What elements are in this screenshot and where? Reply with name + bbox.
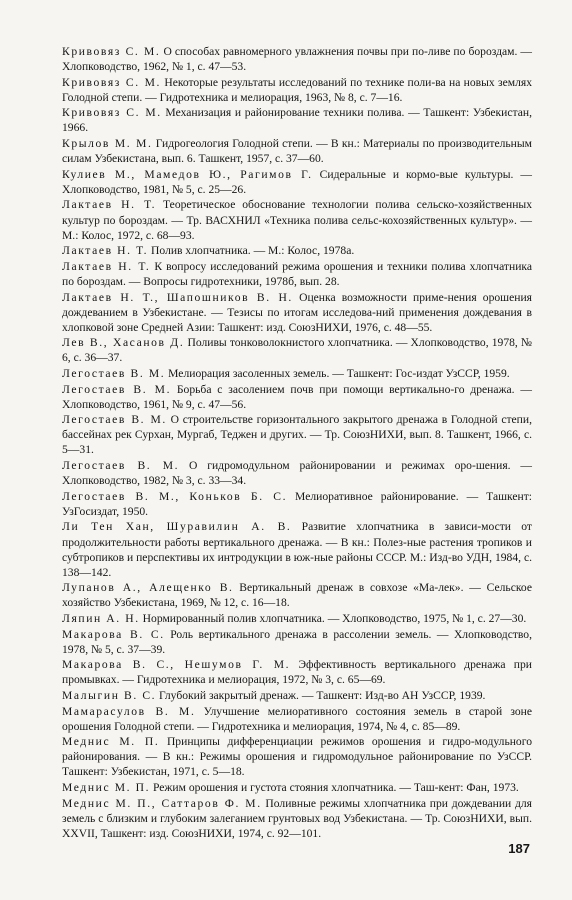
entry-text: Сидеральные и кормо-вые культуры. — Хлопководство, 1981, № 5, с. 25—26. [62, 167, 533, 196]
bibliography-entry [62, 136, 532, 166]
bibliography-entry [62, 412, 532, 457]
bibliography-entry [62, 627, 532, 657]
entry-author: Лактаев Н. Т. [62, 198, 157, 212]
entry-author: Лев В., Хасанов Д. [62, 336, 185, 350]
entry-text: О способах равномерного увлажнения почвы при по-ливе по бороздам. — Хлопководство, 1962, № 1, с. 47—53. [62, 45, 532, 74]
bibliography-entry [62, 688, 532, 703]
bibliography-entry [62, 259, 532, 289]
entry-author: Кривовяз С. М. [62, 75, 162, 89]
entry-author: Ли Тен Хан, Шуравилин А. В. [62, 520, 292, 534]
entry-author: Легостаев В. М., Коньков Б. С. [62, 489, 288, 503]
entry-author: Мамарасулов В. М. [62, 704, 196, 718]
entry-author: Кривовяз С. М. [62, 45, 161, 58]
entry-author: Меднис М. П. [62, 781, 151, 794]
entry-author: Легостаев В. М. [62, 382, 172, 396]
bibliography-entry [62, 44, 532, 74]
entry-text: Борьба с засолением почв при помощи вертикально-го дренажа. — Хлопководство, 1961, № 9, с. 47—56. [62, 382, 532, 411]
entry-author: Меднис М. П., Саттаров Ф. М. [62, 796, 262, 810]
bibliography-entry [62, 796, 532, 841]
entry-author: Ляпин А. Н. [62, 611, 140, 625]
entry-text: Поливы тонковолокнистого хлопчатника. — Хлопководство, 1978, № 6, с. 36—37. [62, 336, 532, 365]
bibliography-entry [62, 611, 532, 626]
entry-text: Глубокий закрытый дренаж. — Ташкент: Изд-во АН УзССР, 1939. [156, 688, 486, 702]
entry-text: К вопросу исследований режима орошения и техники полива хлопчатника по бороздам. — Вопросы гидротехники, 1978б, вып. 28. [62, 259, 533, 288]
entry-text: О строительстве горизонтального закрытого дренажа в Голодной степи, бассейнах рек Сурхан, Мургаб, Теджен и других. — Тр. СоюзНИХИ, вып. 8. Ташкент, 1966, с. 5—31. [62, 413, 532, 457]
bibliography-entry [62, 167, 532, 197]
entry-author: Легостаев В. М. [62, 366, 166, 380]
entry-author: Лупанов А., Алещенко В. [62, 581, 234, 595]
entry-text: Мелиоративное районирование. — Ташкент: УзГосиздат, 1950. [62, 489, 533, 518]
entry-author: Легостаев В. М. [62, 413, 167, 427]
bibliography-entry [62, 780, 532, 795]
page-number: 187 [508, 841, 530, 856]
entry-text: Полив хлопчатника. — М.: Колос, 1978а. [148, 244, 355, 258]
entry-text: Эффективность вертикального дренажа при промывках. — Гидротехника и мелиорация, 1972, № 3, с. 65—69. [62, 658, 532, 687]
bibliography-entry [62, 382, 532, 412]
entry-author: Макарова В. С., Нешумов Г. М. [62, 658, 291, 672]
bibliography-entry [62, 519, 532, 579]
entry-author: Лактаев Н. Т. [62, 244, 149, 258]
entry-author: Малыгин В. С. [62, 688, 157, 702]
entry-text: Мелиорация засоленных земель. — Ташкент: Гос-издат УзССР, 1959. [165, 366, 510, 380]
bibliography-entry [62, 105, 532, 135]
entry-text: Нормированный полив хлопчатника. — Хлопководство, 1975, № 1, с. 27—30. [139, 611, 527, 625]
bibliography-entry [62, 734, 532, 779]
entry-text: Режим орошения и густота стояния хлопчатника. — Таш-кент: Фан, 1973. [150, 781, 519, 794]
entry-text: Механизация и районирование техники полива. — Ташкент: Узбекистан, 1966. [62, 106, 532, 135]
entry-text: Вертикальный дренаж в совхозе «Ма-лек». — Сельское хозяйство Узбекистана, 1969, № 12, с. 16—18. [62, 581, 532, 610]
entry-text: Роль вертикального дренажа в рассолении земель. — Хлопководство, 1978, № 5, с. 37—39. [62, 627, 532, 656]
bibliography-entry [62, 704, 532, 734]
entry-author: Крылов М. М. [62, 137, 153, 151]
entry-author: Лактаев Н. Т. [62, 259, 151, 273]
entry-text: О гидромодульном районировании и режимах оро-шения. — Хлопководство, 1982, № 3, с. 33—34. [62, 459, 532, 488]
entry-author: Лактаев Н. Т., Шапошников В. Н. [62, 290, 293, 304]
entry-author: Кулиев М., Мамедов Ю., Рагимов Г. [62, 167, 313, 181]
bibliography-list [62, 44, 532, 841]
entry-author: Меднис М. П. [62, 735, 160, 749]
bibliography-entry [62, 75, 532, 105]
entry-text: Оценка возможности приме-нения орошения дождеванием в Узбекистане. — Тезисы по итогам исследова-ний применения дождевания в хлопковой зоне Средней Азии: Ташкент: изд. СоюзНИХИ, 1976, с. 48—55. [62, 290, 532, 334]
bibliography-entry [62, 243, 532, 258]
bibliography-entry [62, 290, 532, 335]
bibliography-entry [62, 580, 532, 610]
entry-author: Кривовяз С. М. [62, 106, 162, 120]
entry-text: Теоретическое обоснование технологии полива сельско-хозяйственных культур по бороздам. — Тр. ВАСХНИЛ «Техника полива сельс-кохозяйственных культур». — М.: Колос, 1972, с. 68—93. [62, 198, 533, 242]
bibliography-entry [62, 197, 532, 242]
bibliography-entry [62, 657, 532, 687]
entry-text: Поливные режимы хлопчатника при дождевании для земель с близким и глубоким залеганием грунтовых вод Узбекистана. — Тр. СоюзНИХИ, вып. XXVII, Ташкент: изд. СоюзНИХИ, 1974, с. 92—101. [62, 796, 532, 840]
bibliography-entry [62, 458, 532, 488]
entry-text: Принципы дифференциации режимов орошения и гидро-модульного районирования. — В кн.: Режимы орошения и гидромодульное районирование по УзССР. Ташкент: Узбекистан, 1971, с. 5—18. [62, 735, 532, 779]
bibliography-entry [62, 335, 532, 365]
entry-author: Макарова В. С. [62, 627, 165, 641]
bibliography-entry [62, 366, 532, 381]
entry-text: Развитие хлопчатника в зависи-мости от продолжительности работы вертикального дренажа. — В кн.: Полез-ные растения тропиков и субтропиков и перспективы их интродукции в юж-ные районы СССР. М.: Изд-во УДН, 1984, с. 138—142. [62, 520, 532, 579]
entry-text: Гидрогеология Голодной степи. — В кн.: Материалы по производительным силам Узбекистана, вып. 6. Ташкент, 1957, с. 37—60. [62, 137, 532, 166]
entry-text: Улучшение мелиоративного состояния земель в старой зоне орошения Голодной степи. — Гидротехника и мелиорация, 1974, № 4, с. 85—89. [62, 704, 532, 733]
bibliography-entry [62, 489, 532, 519]
entry-text: Некоторые результаты исследований по технике поли-ва на новых землях Голодной степи. — Гидротехника и мелиорация, 1963, № 8, с. 7—16. [62, 75, 532, 104]
entry-author: Легостаев В. М. [62, 459, 180, 473]
